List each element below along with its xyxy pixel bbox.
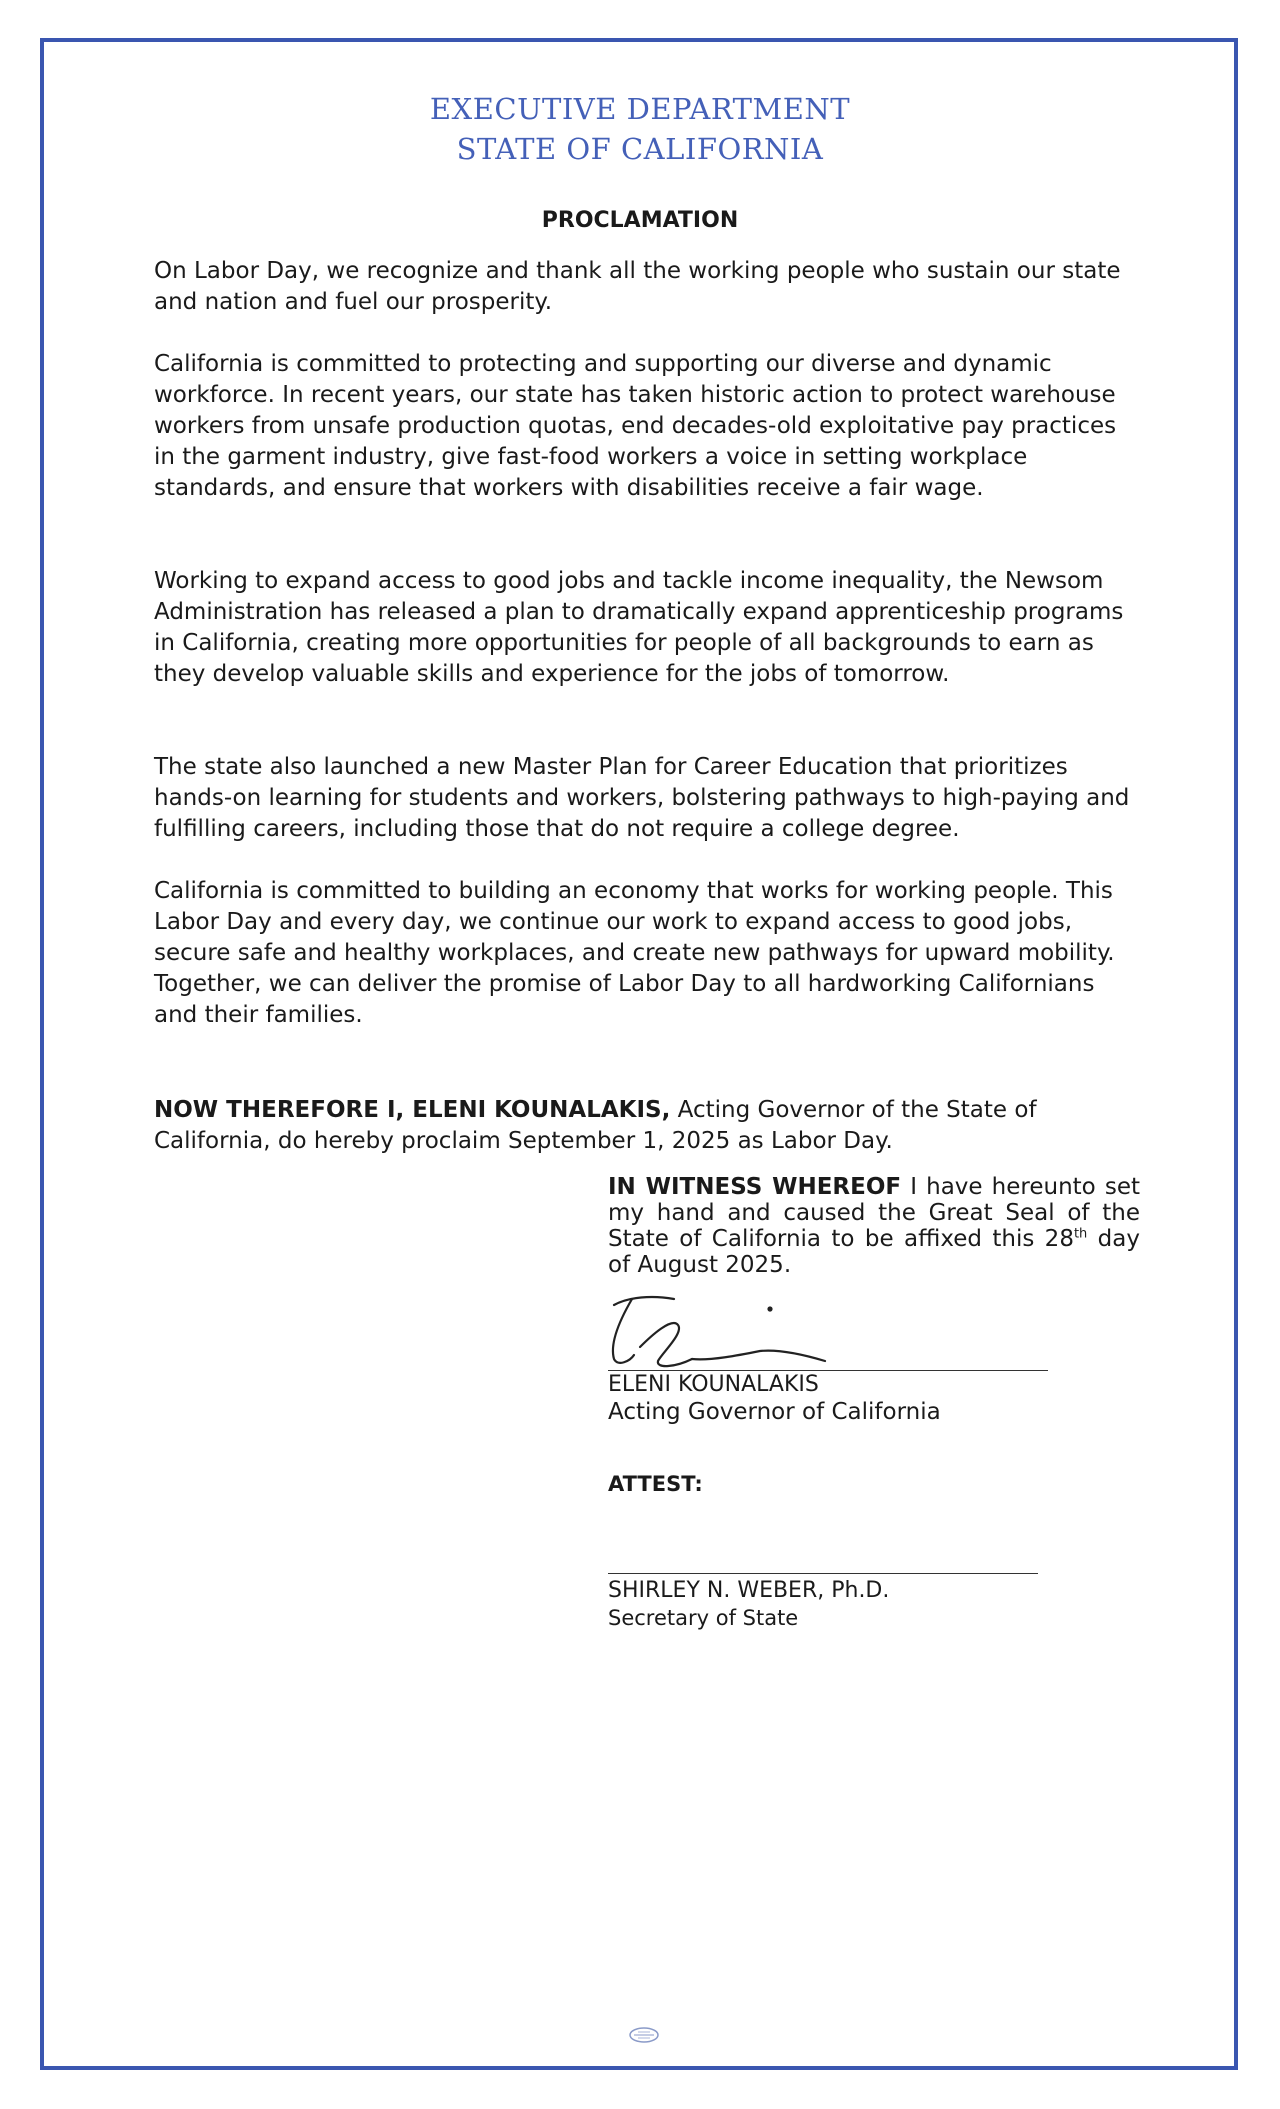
paragraph-4: The state also launched a new Master Plan for Career Education that prioritizes hands-on learning for students and workers, bolstering pathways to high-paying and fulfilling careers, including those that do not require a college degree. [154, 754, 1130, 842]
header-state: STATE OF CALIFORNIA [456, 132, 824, 166]
signatory-name: ELENI KOUNALAKIS [608, 1372, 819, 1397]
seal-mark [628, 2026, 660, 2044]
secretary-title: Secretary of State [608, 1606, 799, 1630]
header-department: EXECUTIVE DEPARTMENT [429, 92, 851, 126]
proclamation-statement [154, 1095, 1144, 1157]
signature-line [608, 1370, 1048, 1371]
signature-image [600, 1275, 920, 1375]
paragraph-3: Working to expand access to good jobs and tackle income inequality, the Newsom Administration has released a plan to dramatically expand apprenticeship programs in California, creating more opportunities for people of all backgrounds to earn as they develop valuable skills and experience for the jobs of tomorrow. [154, 568, 1124, 687]
signatory-title: Acting Governor of California [608, 1399, 941, 1425]
paragraph-2: California is committed to protecting and supporting our diverse and dynamic workforce. In recent years, our state has taken historic action to protect warehouse workers from unsafe production quotas, end decades-old exploitative pay practices in the garment industry, give fast-food workers a voice in setting workplace standards, and ensure that workers with disabilities receive a fair wage. [154, 351, 1117, 501]
proclamation-text: Acting Governor of the State of California, do hereby proclaim September 1, 2025 as Labor Day. [154, 1097, 1037, 1154]
secretary-name: SHIRLEY N. WEBER, Ph.D. [608, 1578, 890, 1603]
witness-ordinal: th [1073, 1226, 1088, 1242]
witness-lead: IN WITNESS WHEREOF [608, 1174, 902, 1200]
attest-signature-line [608, 1573, 1038, 1574]
attest-label: ATTEST: [608, 1472, 703, 1496]
witness-text-2: day of August 2025. [608, 1226, 1140, 1278]
page-border [40, 38, 1238, 2070]
proclamation-title: PROCLAMATION [541, 208, 739, 233]
paragraph-5: California is committed to building an economy that works for working people. This Labor Day and every day, we continue our work to expand access to good jobs, secure safe and healthy workplaces, and create new pathways for upward mobility. Together, we can deliver the promise of Labor Day to all hardworking Californians and their families. [154, 878, 1115, 1028]
paragraph-1: On Labor Day, we recognize and thank all the working people who sustain our state and nation and fuel our prosperity. [154, 258, 1121, 315]
witness-clause [608, 1174, 1140, 1278]
witness-text-1: I have hereunto set my hand and caused the Great Seal of the State of California to be affixed this 28 [608, 1174, 1140, 1252]
proclamation-lead: NOW THEREFORE I, ELENI KOUNALAKIS, [154, 1097, 671, 1123]
